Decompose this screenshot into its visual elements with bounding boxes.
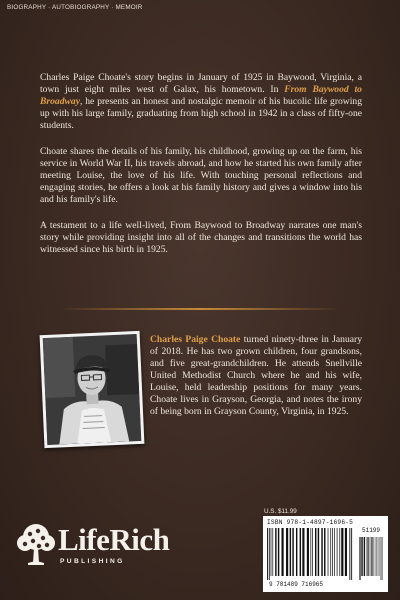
isbn-barcode xyxy=(263,516,388,592)
author-bio-text: turned ninety-three in January of 2018. He has two grown children, four grandsons, and five great-grandchildren. He attends Snellville United Methodist Church where he and his wife, Louise, held leadership positions for many years. Choate lives in Grayson, Georgia, and notes the irony of being born in Grayson County, Virginia, in 1925. xyxy=(150,334,362,417)
barcode-number: 9 781489 716965 xyxy=(269,581,324,588)
publisher-logo xyxy=(16,523,196,573)
tree-icon xyxy=(16,523,56,567)
description-paragraph-1 xyxy=(40,72,362,132)
description-paragraph-3: A testament to a life well-lived, From Baywood to Broadway narrates one man's story while providing insight into all of the changes and transitions the world has witnessed since his birth in 1925. xyxy=(40,220,362,255)
genre-label: BIOGRAPHY · AUTOBIOGRAPHY · MEMOIR xyxy=(7,4,143,11)
p1-text-start: Charles Paige Choate's story begins in January of 1925 in Baywood, Virginia, a town just eight miles west of Galax, his hometown. In xyxy=(40,72,362,95)
publisher-name: LifeRich xyxy=(58,522,170,557)
author-photo xyxy=(40,331,145,448)
author-name: Charles Paige Choate xyxy=(150,334,241,345)
price-label: U.S. $11.99 xyxy=(264,508,297,515)
author-bio xyxy=(150,334,362,418)
description-paragraph-2: Choate shares the details of his family, his childhood, growing up on the farm, his service in World War II, his travels abroad, and how he started his own family after meeting Louise, the love of his life. With touching personal reflections and engaging stories, he offers a look at his family history and gives a window into his and his family's life. xyxy=(40,146,362,205)
book-title: From Baywood to Broadway xyxy=(40,84,362,107)
publisher-subtitle: PUBLISHING xyxy=(60,558,125,565)
author-photo-image xyxy=(43,334,142,445)
isbn-label: ISBN 978-1-4897-1696-5 xyxy=(267,519,354,526)
section-divider xyxy=(60,308,340,310)
barcode-addon-number: 51199 xyxy=(362,527,381,534)
p1-text-end: , he presents an honest and nostalgic memoir of his bucolic life growing up with his large family, graduating from high school in 1942 in a class of fifty-one students. xyxy=(40,96,362,131)
barcode-bars xyxy=(267,528,385,582)
book-description xyxy=(40,72,362,270)
